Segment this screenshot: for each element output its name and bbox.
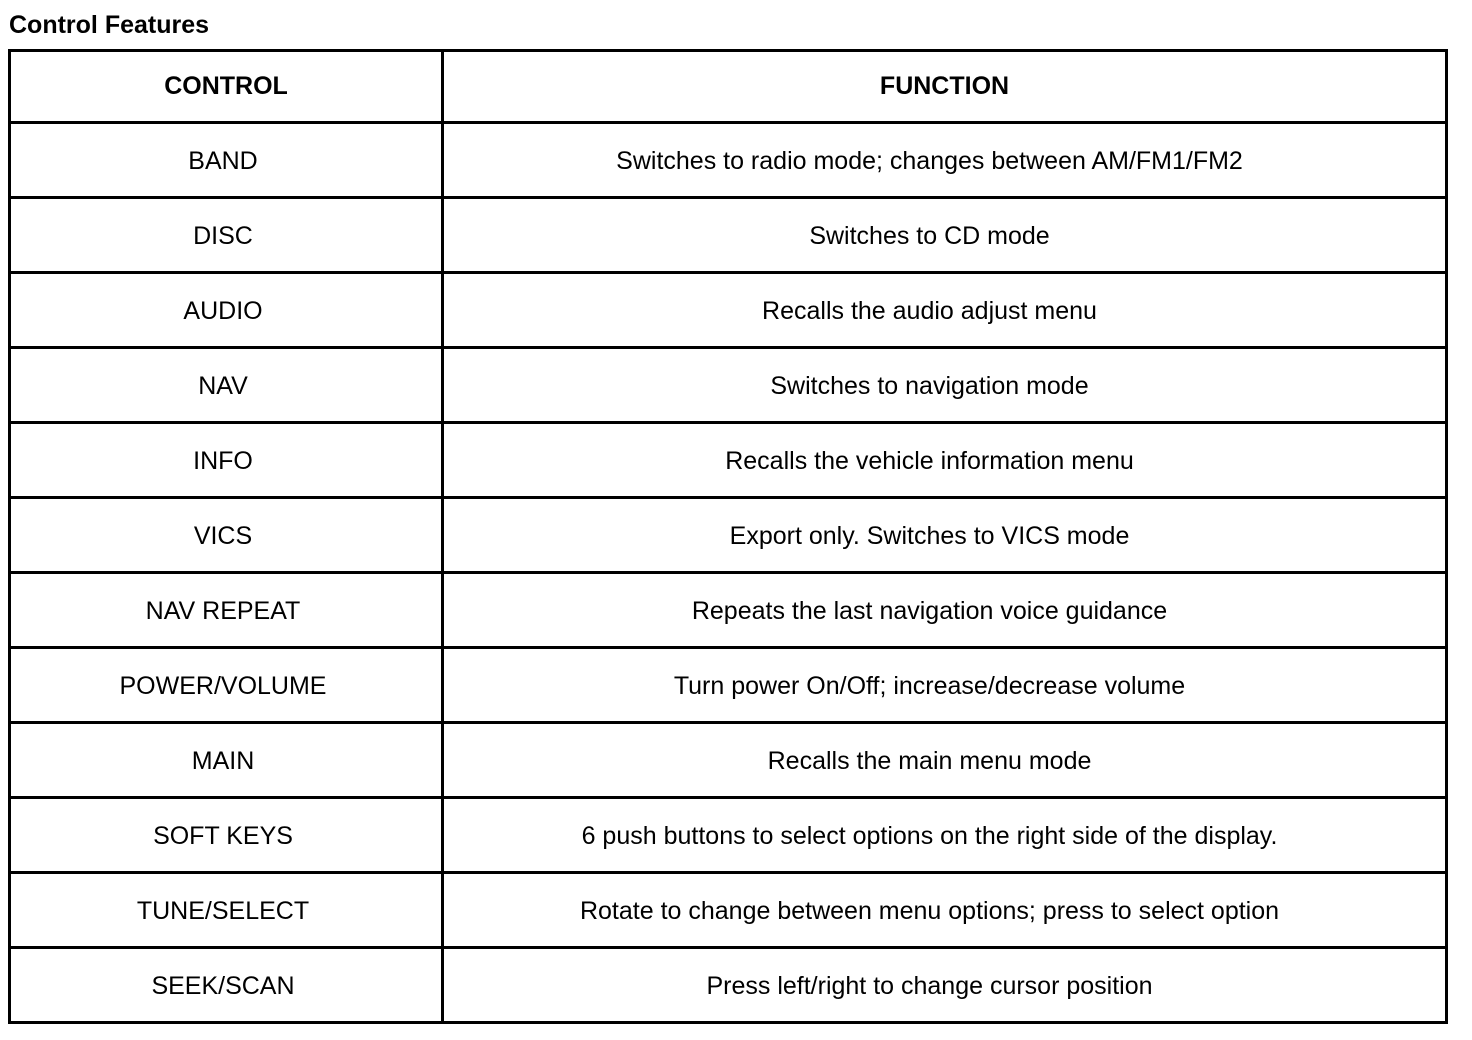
function-cell: Turn power On/Off; increase/decrease volume bbox=[443, 648, 1447, 723]
control-cell: VICS bbox=[10, 498, 443, 573]
function-cell: 6 push buttons to select options on the right side of the display. bbox=[443, 798, 1447, 873]
function-cell: Repeats the last navigation voice guidance bbox=[443, 573, 1447, 648]
table-row bbox=[10, 348, 1447, 423]
table-row bbox=[10, 198, 1447, 273]
table-row bbox=[10, 498, 1447, 573]
header-control: CONTROL bbox=[10, 51, 443, 123]
control-cell: AUDIO bbox=[10, 273, 443, 348]
table-row bbox=[10, 423, 1447, 498]
table-row bbox=[10, 798, 1447, 873]
table-header-row bbox=[10, 51, 1447, 123]
control-cell: TUNE/SELECT bbox=[10, 873, 443, 948]
function-cell: Recalls the audio adjust menu bbox=[443, 273, 1447, 348]
table-row bbox=[10, 273, 1447, 348]
table-row bbox=[10, 573, 1447, 648]
function-cell: Rotate to change between menu options; press to select option bbox=[443, 873, 1447, 948]
header-function: FUNCTION bbox=[443, 51, 1447, 123]
table-row bbox=[10, 648, 1447, 723]
function-cell: Recalls the main menu mode bbox=[443, 723, 1447, 798]
table-row bbox=[10, 948, 1447, 1023]
function-cell: Switches to radio mode; changes between AM/FM1/FM2 bbox=[443, 123, 1447, 198]
control-cell: BAND bbox=[10, 123, 443, 198]
control-cell: DISC bbox=[10, 198, 443, 273]
control-cell: POWER/VOLUME bbox=[10, 648, 443, 723]
control-cell: INFO bbox=[10, 423, 443, 498]
control-cell: NAV REPEAT bbox=[10, 573, 443, 648]
function-cell: Export only. Switches to VICS mode bbox=[443, 498, 1447, 573]
control-cell: MAIN bbox=[10, 723, 443, 798]
function-cell: Switches to navigation mode bbox=[443, 348, 1447, 423]
table-row bbox=[10, 723, 1447, 798]
function-cell: Switches to CD mode bbox=[443, 198, 1447, 273]
control-cell: SEEK/SCAN bbox=[10, 948, 443, 1023]
control-features-table bbox=[8, 49, 1448, 1024]
table-row bbox=[10, 873, 1447, 948]
control-cell: SOFT KEYS bbox=[10, 798, 443, 873]
control-cell: NAV bbox=[10, 348, 443, 423]
page-title: Control Features bbox=[9, 11, 210, 39]
table-row bbox=[10, 123, 1447, 198]
function-cell: Press left/right to change cursor position bbox=[443, 948, 1447, 1023]
function-cell: Recalls the vehicle information menu bbox=[443, 423, 1447, 498]
